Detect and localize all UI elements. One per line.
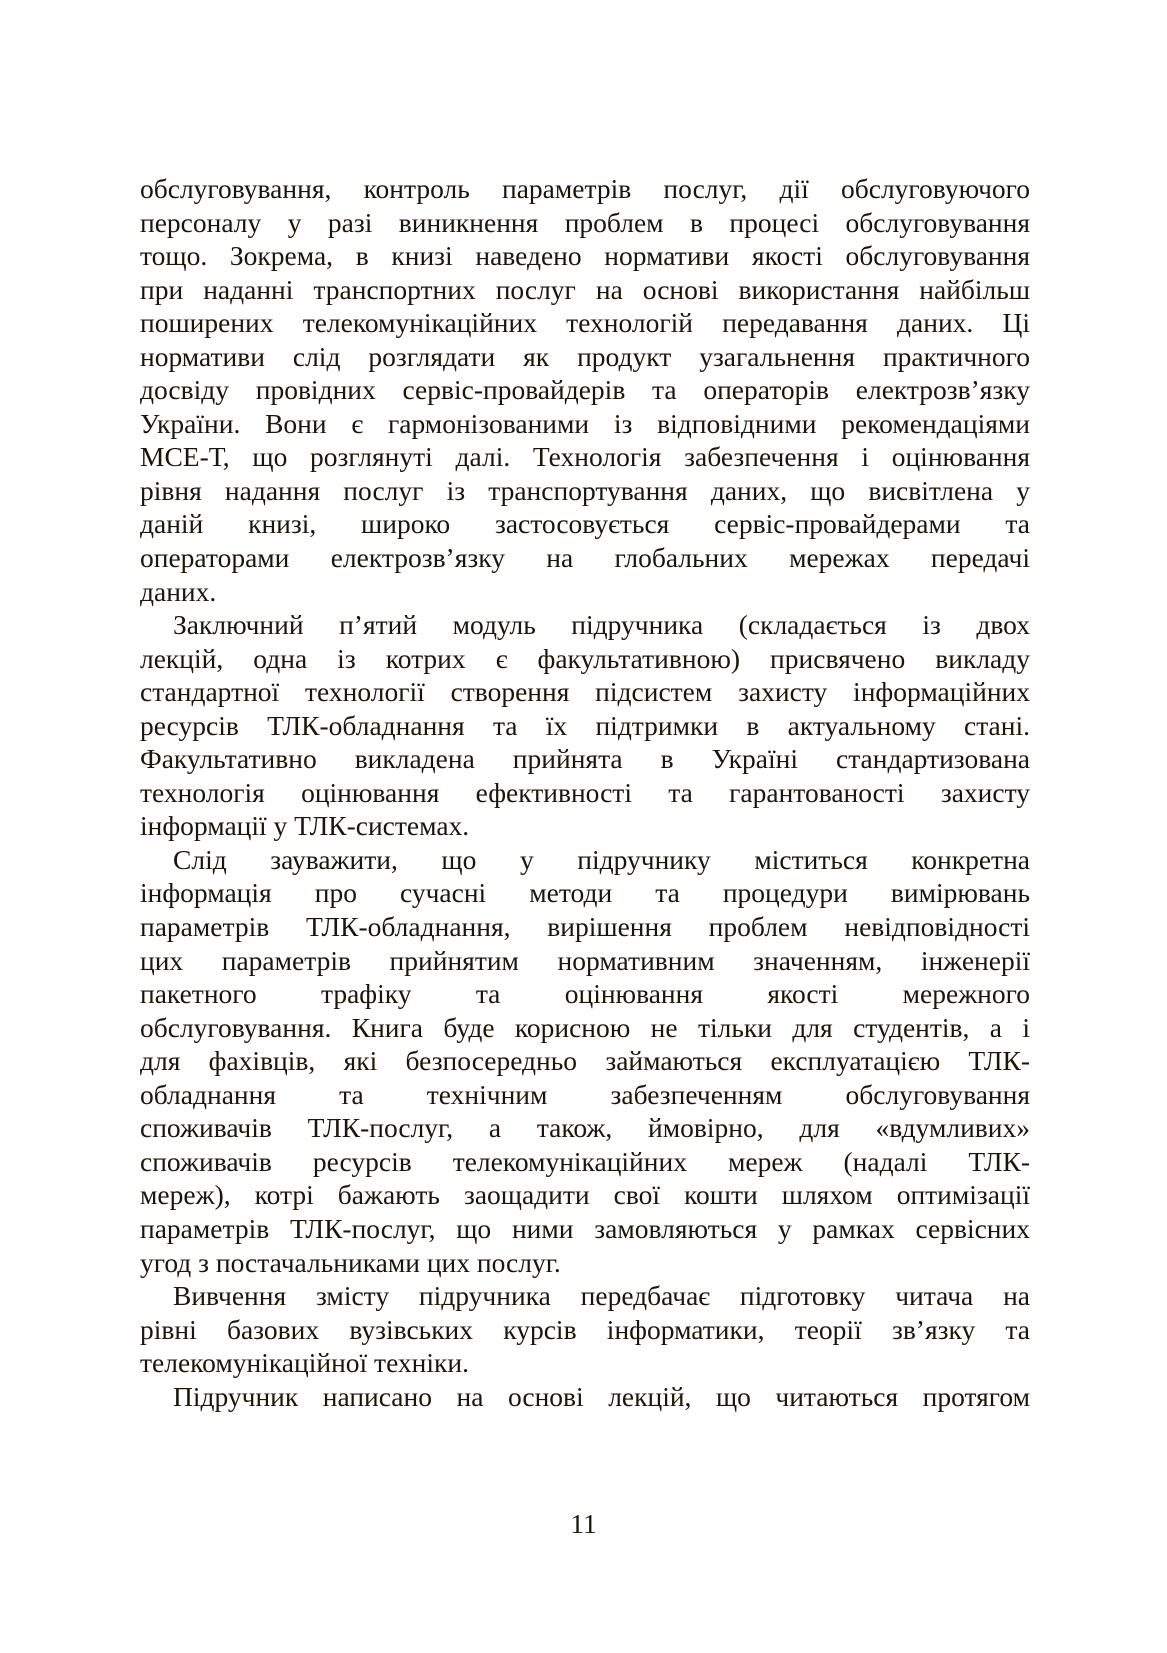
text-line-content: при наданні транспортних послуг на основі використання найбільш — [140, 273, 1030, 305]
text-line — [140, 977, 1030, 1011]
text-line — [140, 172, 1030, 206]
text-line-content: параметрів ТЛК-обладнання, вирішення проблем невідповідності — [140, 911, 1030, 943]
text-line — [140, 541, 1030, 575]
text-line — [140, 876, 1030, 910]
text-line-content: операторами електрозв’язку на глобальних мережах передачі — [140, 542, 1030, 574]
text-line — [140, 1011, 1030, 1045]
text-line — [140, 340, 1030, 374]
text-line — [140, 675, 1030, 709]
text-line — [140, 507, 1030, 541]
text-line — [140, 1078, 1030, 1112]
text-line — [140, 239, 1030, 273]
text-line — [140, 1044, 1030, 1078]
text-line-content: даних. — [140, 575, 217, 607]
text-line-content: рівні базових вузівських курсів інформатики, теорії зв’язку та — [140, 1313, 1030, 1345]
text-line-content: Вивчення змісту підручника передбачає підготовку читача на — [173, 1280, 1030, 1312]
text-line — [140, 809, 1030, 843]
text-line — [140, 709, 1030, 743]
text-line-content: параметрів ТЛК-послуг, що ними замовляються у рамках сервісних — [140, 1212, 1030, 1244]
text-line — [140, 1279, 1030, 1313]
text-line-content: Факультативно викладена прийнята в Україні стандартизована — [140, 743, 1030, 775]
text-line — [140, 608, 1030, 642]
text-line-content: Слід зауважити, що у підручнику міститься конкретна — [173, 843, 1030, 875]
text-line — [140, 843, 1030, 877]
text-line — [140, 206, 1030, 240]
paragraph — [140, 843, 1030, 1279]
text-line — [140, 407, 1030, 441]
text-line — [140, 776, 1030, 810]
text-line-content: телекомунікаційної техніки. — [140, 1347, 469, 1379]
text-line — [140, 642, 1030, 676]
text-line-content: лекцій, одна із котрих є факультативною) присвячено викладу — [140, 642, 1030, 674]
text-line — [140, 742, 1030, 776]
text-line-content: обслуговування. Книга буде корисною не тільки для студентів, а і — [140, 1011, 1030, 1043]
page-number: 11 — [570, 1508, 597, 1539]
text-line — [140, 1145, 1030, 1179]
text-line-content: інформація про сучасні методи та процедури вимірювань — [140, 877, 1030, 909]
body-text — [140, 172, 1030, 1413]
text-line-content: обладнання та технічним забезпеченням обслуговування — [140, 1078, 1030, 1110]
paragraph — [140, 608, 1030, 843]
text-line — [140, 575, 1030, 609]
text-line — [140, 1313, 1030, 1347]
text-line — [140, 1212, 1030, 1246]
text-line — [140, 1346, 1030, 1380]
text-line-content: рівня надання послуг із транспортування даних, що висвітлена у — [140, 474, 1030, 506]
text-line-content: досвіду провідних сервіс-провайдерів та операторів електрозв’язку — [140, 374, 1030, 406]
text-line-content: МСЕ-Т, що розглянуті далі. Технологія забезпечення і оцінювання — [140, 441, 1030, 473]
paragraph — [140, 1380, 1030, 1414]
text-line-content: цих параметрів прийнятим нормативним значенням, інженерії — [140, 944, 1030, 976]
text-line-content: Заключний п’ятий модуль підручника (складається із двох — [173, 609, 1030, 641]
text-line-content: пакетного трафіку та оцінювання якості мережного — [140, 978, 1030, 1010]
text-line — [140, 474, 1030, 508]
text-line — [140, 1111, 1030, 1145]
text-line-content: України. Вони є гармонізованими із відповідними рекомендаціями — [140, 407, 1030, 439]
text-line — [140, 373, 1030, 407]
text-line — [140, 1178, 1030, 1212]
text-line-content: обслуговування, контроль параметрів послуг, дії обслуговуючого — [140, 173, 1030, 204]
text-line-content: мереж), котрі бажають заощадити свої кошти шляхом оптимізації — [140, 1179, 1030, 1211]
text-line-content: споживачів ресурсів телекомунікаційних мереж (надалі ТЛК- — [140, 1145, 1030, 1177]
text-line-content: ресурсів ТЛК-обладнання та їх підтримки в актуальному стані. — [140, 709, 1030, 741]
text-line — [140, 910, 1030, 944]
text-line — [140, 1380, 1030, 1414]
text-line — [140, 944, 1030, 978]
text-line-content: поширених телекомунікаційних технологій передавання даних. Ці — [140, 307, 1030, 339]
text-line-content: нормативи слід розглядати як продукт узагальнення практичного — [140, 340, 1030, 372]
text-line-content: угод з постачальниками цих послуг. — [140, 1246, 561, 1278]
text-line-content: стандартної технології створення підсистем захисту інформаційних — [140, 676, 1030, 708]
text-line-content: для фахівців, які безпосередньо займаються експлуатацією ТЛК- — [140, 1045, 1030, 1077]
text-line — [140, 306, 1030, 340]
text-line — [140, 273, 1030, 307]
paragraph — [140, 1279, 1030, 1380]
text-line-content: інформації у ТЛК-системах. — [140, 810, 470, 842]
text-line-content: тощо. Зокрема, в книзі наведено нормативи якості обслуговування — [140, 240, 1030, 272]
paragraph — [140, 172, 1030, 608]
text-line-content: Підручник написано на основі лекцій, що читаються протягом — [173, 1380, 1030, 1412]
text-line — [140, 440, 1030, 474]
text-line-content: даній книзі, широко застосовується сервіс-провайдерами та — [140, 508, 1030, 540]
text-line-content: споживачів ТЛК-послуг, а також, ймовірно, для «вдумливих» — [140, 1112, 1030, 1144]
text-line-content: персоналу у разі виникнення проблем в процесі обслуговування — [140, 206, 1030, 238]
text-line — [140, 1246, 1030, 1280]
text-line-content: технологія оцінювання ефективності та гарантованості захисту — [140, 776, 1030, 808]
